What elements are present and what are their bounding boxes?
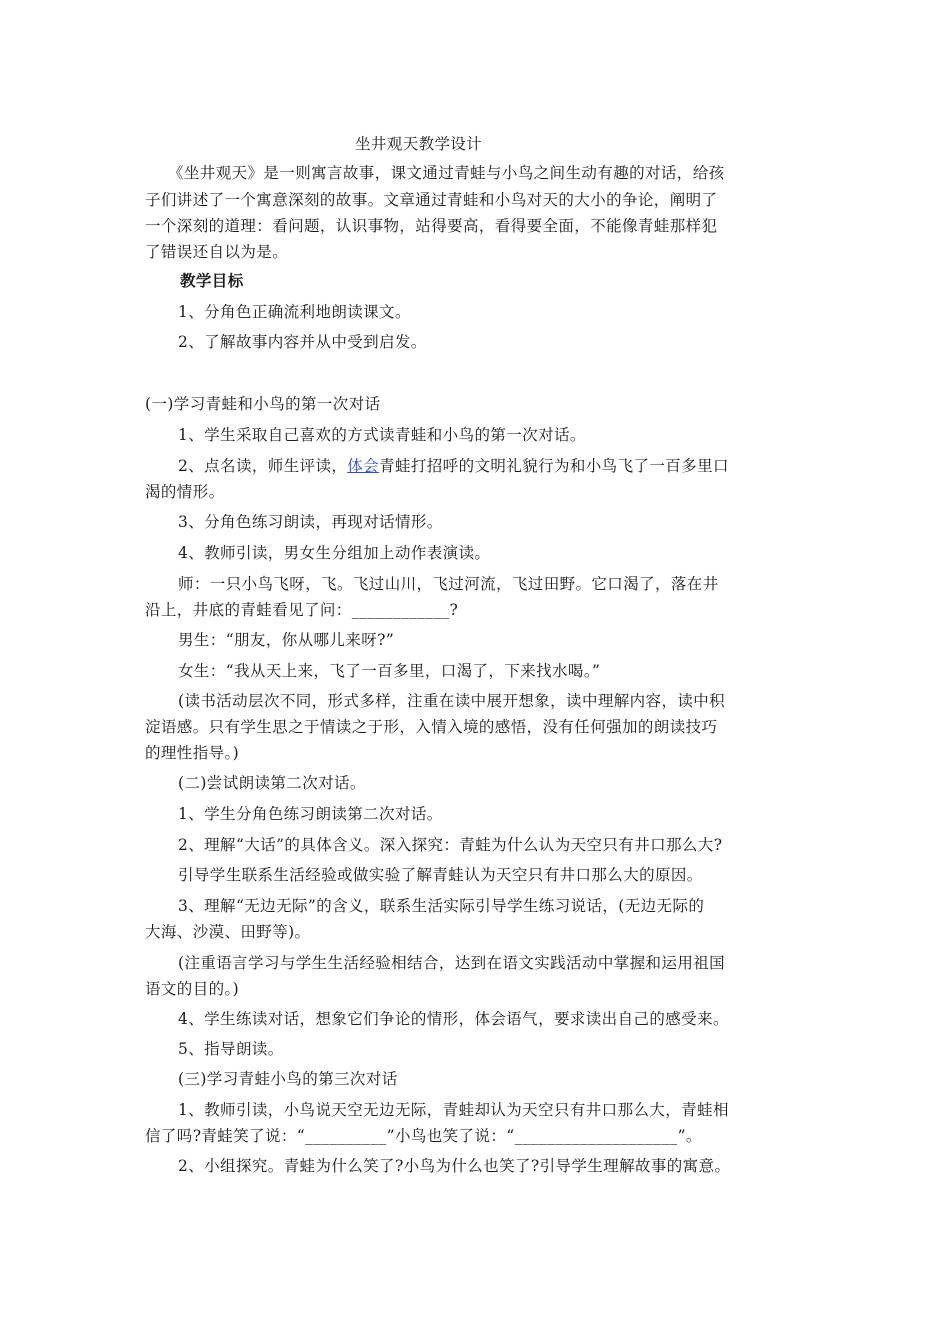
note: (注重语言学习与学生生活经验相结合，达到在语文实践活动中掌握和运用祖国 (178, 954, 726, 972)
paragraph: 4、学生练读对话，想象它们争论的情形，体会语气，要求读出自己的感受来。 (178, 1010, 729, 1028)
paragraph: 4、教师引读，男女生分组加上动作表演读。 (178, 544, 491, 562)
note: (读书活动层次不同，形式多样，注重在读中展开想象，读中理解内容，读中积 (178, 692, 726, 710)
goal-item: 1、分角色正确流利地朗读课文。 (178, 303, 411, 321)
intro-line: 子们讲述了一个寓意深刻的故事。文章通过青蛙和小鸟对天的大小的争论，阐明了 (145, 191, 718, 209)
paragraph-continuation: 大海、沙漠、田野等)。 (145, 923, 311, 941)
paragraph-continuation: 渴的情形。 (145, 483, 225, 501)
dialogue-line: 男生：“朋友，你从哪儿来呀?” (178, 631, 395, 649)
goals-heading: 教学目标 (180, 272, 244, 290)
paragraph: 1、学生分角色练习朗读第二次对话。 (178, 805, 443, 823)
note-continuation: 淀语感。只有学生思之于情读之于形，入情入境的感悟，没有任何强加的朗读技巧 (145, 718, 718, 736)
intro-line: 了错误还自以为是。 (145, 243, 289, 261)
note-continuation: 语文的目的。) (145, 980, 240, 998)
paragraph: 3、分角色练习朗读，再现对话情形。 (178, 513, 443, 531)
section-heading: (二)尝试朗读第二次对话。 (178, 774, 366, 792)
paragraph: 引导学生联系生活经验或做实验了解青蛙认为天空只有井口那么大的原因。 (178, 866, 703, 884)
paragraph: 3、理解“无边无际”的含义，联系生活实际引导学生练习说话，(无边无际的 (178, 897, 705, 915)
paragraph-continuation: 信了吗?青蛙笑了说：“__________”小鸟也笑了说：“____________________”。 (145, 1127, 702, 1145)
page-title: 坐井观天教学设计 (355, 135, 483, 153)
hyperlink[interactable]: 体会 (347, 457, 380, 475)
paragraph-continuation: 沿上，井底的青蛙看见了问：____________? (145, 601, 459, 619)
paragraph: 2、理解“大话”的具体含义。深入探究：青蛙为什么认为天空只有井口那么大? (178, 836, 723, 854)
intro-line: 一个深刻的道理：看问题，认识事物，站得要高，看得要全面，不能像青蛙那样犯 (145, 217, 718, 235)
section-heading: (一)学习青蛙和小鸟的第一次对话 (145, 395, 381, 413)
paragraph: 1、教师引读，小鸟说天空无边无际，青蛙却认为天空只有井口那么大，青蛙相 (178, 1101, 729, 1119)
paragraph: 师：一只小鸟飞呀，飞。飞过山川，飞过河流，飞过田野。它口渴了，落在井 (178, 575, 719, 593)
note-continuation: 的理性指导。) (145, 744, 240, 762)
paragraph (178, 456, 858, 477)
paragraph: 1、学生采取自己喜欢的方式读青蛙和小鸟的第一次对话。 (178, 426, 586, 444)
intro-line: 《坐井观天》是一则寓言故事，课文通过青蛙与小鸟之间生动有趣的对话，给孩 (168, 164, 725, 182)
paragraph: 2、小组探究。青蛙为什么笑了?小鸟为什么也笑了?引导学生理解故事的寓意。 (178, 1157, 731, 1175)
dialogue-line: 女生：“我从天上来，飞了一百多里，口渴了，下来找水喝。” (178, 662, 601, 680)
goal-item: 2、了解故事内容并从中受到启发。 (178, 333, 427, 351)
text-span: 青蛙打招呼的文明礼貌行为和小鸟飞了一百多里口 (379, 457, 729, 475)
section-heading: (三)学习青蛙小鸟的第三次对话 (178, 1070, 398, 1088)
text-span: 2、点名读，师生评读， (178, 457, 348, 475)
paragraph: 5、指导朗读。 (178, 1040, 284, 1058)
